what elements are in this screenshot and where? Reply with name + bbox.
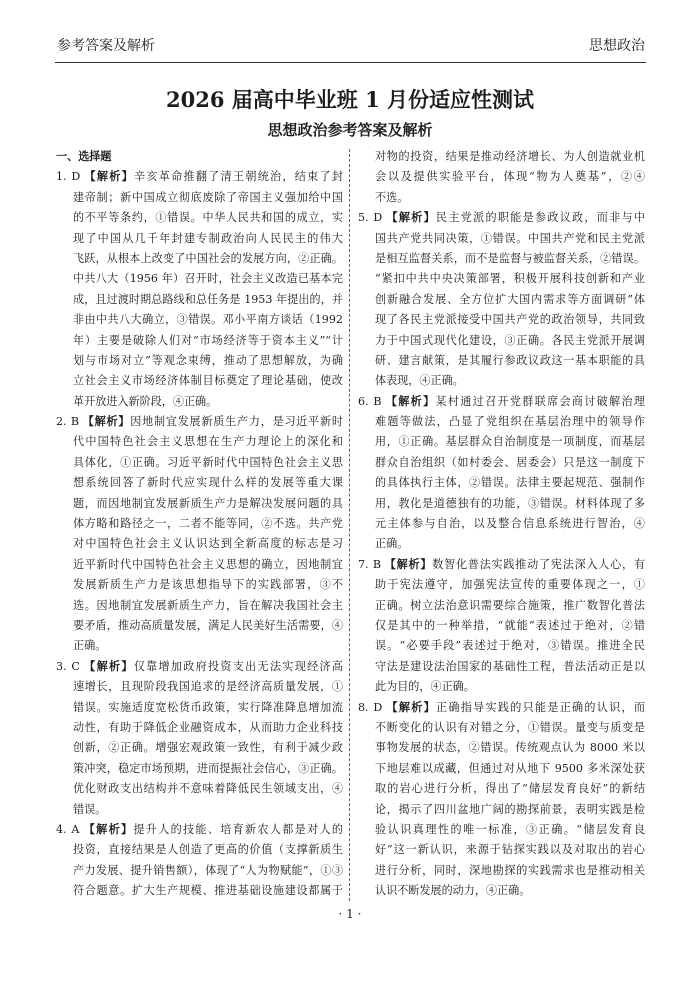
text-line: 误。“必要手段”表述过于绝对，③错误。推进全民 [375, 639, 645, 653]
text-line: 仅是其中的一种举措，“就能”表述过于绝对，②错 [375, 618, 645, 632]
text-line: 题，而因地制宜发展新质生产力是解决发展问题的具 [73, 496, 343, 510]
answer-item [56, 167, 343, 412]
answer-number: 2. B [56, 415, 80, 429]
continued-answer [358, 147, 645, 208]
text-line: 要矛盾，推动高质量发展，满足人民美好生活需要，④ [73, 618, 343, 632]
analysis-text: 辛亥革命推翻了清王朝统治，结束了封 [134, 170, 343, 184]
text-line: 非由中共八大确立，③错误。邓小平南方谈话（1992 [73, 313, 343, 327]
text-line: 对中国特色社会主义认识达到全新高度的标志是习 [73, 537, 343, 551]
text-line [358, 208, 645, 228]
analysis-label: 【解析】 [82, 822, 134, 836]
page-subtitle: 思想政治参考答案及解析 [267, 121, 433, 139]
text-line: 动性，有助于降低企业融资成本，从而助力企业科技 [73, 720, 343, 734]
section-heading: 一、选择题 [56, 150, 112, 163]
text-line: 国共产党共同决策，①错误。中国共产党和民主党派 [375, 231, 645, 245]
text-line: 投资，直接结果是人创造了更高的价值（支撑新质生 [73, 843, 343, 857]
page-number: · 1 · [338, 907, 362, 921]
text-line [56, 412, 343, 432]
text-line: 此为目的，④正确。 [375, 680, 475, 694]
text-line: 体方略和路径之一，二者不能等同，②不选。共产党 [73, 517, 343, 531]
running-header-left: 参考答案及解析 [57, 38, 155, 54]
text-line: 年）主要是破除人们对“市场经济等于资本主义”“计 [73, 333, 343, 347]
analysis-text: 提升人的技能、培育新农人都是对人的 [133, 822, 343, 836]
analysis-text: 民主党派的职能是参政议政，而非与中 [436, 211, 645, 225]
answer-item [56, 820, 343, 902]
answer-item [358, 392, 645, 555]
analysis-label: 【解析】 [385, 700, 437, 714]
answer-number: 6. B [358, 394, 382, 408]
text-line: 元主体参与自治，以及整合信息系统进行智治，④ [375, 517, 645, 531]
text-line: 研、建言献策，是其履行参政议政这一基本职能的具 [375, 353, 645, 367]
text-line: 的不平等条约，①错误。中华人民共和国的成立，实 [73, 211, 343, 225]
analysis-label: 【解析】 [82, 659, 134, 673]
text-line: 力于中国式现代化建设，③正确。各民主党派开展调 [375, 333, 645, 347]
text-line: 中共八大（1956 年）召开时，社会主义改造已基本完 [73, 272, 343, 286]
analysis-text: 仅靠增加政府投资支出无法实现经济高 [133, 659, 343, 673]
text-line: 正确。 [73, 639, 107, 653]
text-line: 近平新时代中国特色社会主义思想的确立，因地制宜 [73, 557, 343, 571]
text-line: 守法是建设法治国家的基础性工程，普法活动正是以 [375, 659, 645, 673]
text-line: 难题等做法，凸显了党组织在基层治理中的领导作 [375, 415, 645, 429]
text-line: 现了中国从几千年封建专制政治向人民民主的伟大 [73, 231, 343, 245]
header-rule [55, 62, 646, 63]
answer-item [358, 698, 645, 902]
text-line: 下地层难以成藏，但通过对从地下 9500 多米深处获 [375, 761, 645, 775]
answer-number: 3. C [56, 659, 80, 673]
text-line: 符合题意。扩大生产规模、推进基础设施建设都属于 [73, 884, 343, 898]
text-line: 验认识真理性的唯一标准，③正确。“储层发育良 [375, 822, 645, 836]
answer-item [56, 412, 343, 657]
text-line [358, 698, 645, 718]
answer-number: 5. D [358, 211, 383, 225]
text-line: 取的岩心进行分析，得出了“储层发育良好”的新结 [375, 782, 645, 796]
text-line: 速增长，且现阶段我国追求的是经济高质量发展，① [73, 680, 343, 694]
analysis-text: 正确指导实践的只能是正确的认识，而 [436, 700, 645, 714]
text-line: 立社会主义市场经济体制目标奠定了理论基础，使改 [73, 374, 343, 388]
text-line: 革开放进入新阶段，④正确。 [73, 394, 218, 408]
text-line: 体表现，④正确。 [375, 374, 464, 388]
text-line: 成，且过渡时期总路线和总任务是 1953 年提出的，并 [73, 292, 343, 306]
analysis-text: 数智化普法实践推动了宪法深入人心，有 [432, 557, 645, 571]
text-line: 是相互监督关系，而不是监督与被监督关系，②错误。 [375, 251, 645, 265]
text-line: 的具体执行主体，②错误。法律主要起规范、强制作 [375, 476, 645, 490]
text-line: 用，①正确。基层群众自治制度是一项制度，而基层 [375, 435, 645, 449]
text-line: 对物的投资，结果是推动经济增长、为人创造就业机 [375, 150, 645, 163]
text-line: “紧扣中共中央决策部署，积极开展科技创新和产业 [375, 272, 645, 286]
analysis-label: 【解析】 [385, 211, 437, 225]
answer-number: 4. A [56, 822, 80, 836]
text-line: 认识不断发展的动力，④正确。 [375, 884, 531, 898]
text-line: 想系统回答了新时代应实现什么样的发展等重大课 [73, 476, 343, 490]
analysis-text: 因地制宜发展新质生产力，是习近平新时 [130, 415, 343, 429]
analysis-text: 某村通过召开党群联席会商讨破解治理 [435, 394, 645, 408]
text-line: 正确。树立法治意识需要综合施策，推广数智化普法 [375, 598, 645, 612]
answer-number: 1. D [56, 170, 81, 184]
text-line [358, 392, 645, 412]
text-line: 创新，②正确。增强宏观政策一致性，有利于减少政 [73, 741, 343, 755]
text-line: 不选。 [375, 190, 409, 204]
text-line: 代中国特色社会主义思想在生产力理论上的深化和 [73, 435, 343, 449]
text-line: 现了各民主党派接受中国共产党的政治领导，共同致 [375, 313, 645, 327]
answer-number: 8. D [358, 700, 383, 714]
text-line [358, 555, 645, 575]
analysis-label: 【解析】 [82, 415, 131, 429]
text-line: 用，教化是道德独有的功能，③错误。材料体现了多 [375, 496, 645, 510]
analysis-label: 【解析】 [384, 557, 433, 571]
column-divider [349, 149, 350, 901]
text-line: 正确。 [375, 537, 409, 551]
text-line [56, 167, 343, 187]
text-line [56, 820, 343, 840]
text-line [56, 657, 343, 677]
text-line: 错误。实施适度宽松货币政策，实行降准降息增加流 [73, 700, 343, 714]
right-column [358, 147, 645, 901]
text-line: 发展新质生产力是该思想指导下的实践部署，③不 [73, 578, 343, 592]
text-line: 会以及提供实验平台，体现“物为人奠基”，②④ [375, 170, 645, 184]
text-line: 创新融合发展、全方位扩大国内需求等方面调研”体 [375, 292, 645, 306]
left-column [56, 147, 343, 901]
text-line: 建帝制；新中国成立彻底废除了帝国主义强加给中国 [73, 190, 343, 204]
text-line: 优化财政支出结构并不意味着降低民生领域支出，④ [73, 782, 343, 796]
answer-number: 7. B [358, 557, 382, 571]
text-line: 论，揭示了四川盆地广阔的勘探前景，表明实践是检 [375, 802, 645, 816]
text-line: 策冲突，稳定市场预期，进而提振社会信心，③正确。 [73, 761, 343, 775]
answer-item [358, 555, 645, 698]
answer-item [56, 657, 343, 820]
text-line: 飞跃，从根本上改变了中国社会的发展方向，②正确。 [73, 251, 343, 265]
running-header-subject: 思想政治 [589, 38, 645, 54]
text-line: 产力发展、提升销售额），体现了“人为物赋能”，①③ [73, 863, 343, 877]
analysis-label: 【解析】 [83, 170, 135, 184]
text-line: 群众自治组织（如村委会、居委会）只是这一制度下 [375, 455, 645, 469]
text-line: 助于宪法遵守，加强宪法宣传的重要体现之一，① [375, 578, 645, 592]
answer-item [358, 208, 645, 392]
text-line: 进行分析，同时，深地勘探的实践需求也是推动相关 [375, 863, 645, 877]
text-line: 选。因地制宜发展新质生产力，旨在解决我国社会主 [73, 598, 343, 612]
text-line: 好”这一新认识，来源于钻探实践以及对取出的岩心 [375, 843, 645, 857]
text-line: 划与市场对立”等观念束缚，推动了思想解放，为确 [73, 353, 343, 367]
text-line: 具体化，①正确。习近平新时代中国特色社会主义思 [73, 455, 343, 469]
text-line: 错误。 [73, 802, 107, 816]
analysis-label: 【解析】 [384, 394, 436, 408]
text-line: 不断变化的认识有对错之分，①错误。量变与质变是 [375, 720, 645, 734]
page-title: 2026 届高中毕业班 1 月份适应性测试 [166, 87, 534, 112]
text-line: 事物发展的状态，②错误。传统观点认为 8000 米以 [375, 741, 645, 755]
